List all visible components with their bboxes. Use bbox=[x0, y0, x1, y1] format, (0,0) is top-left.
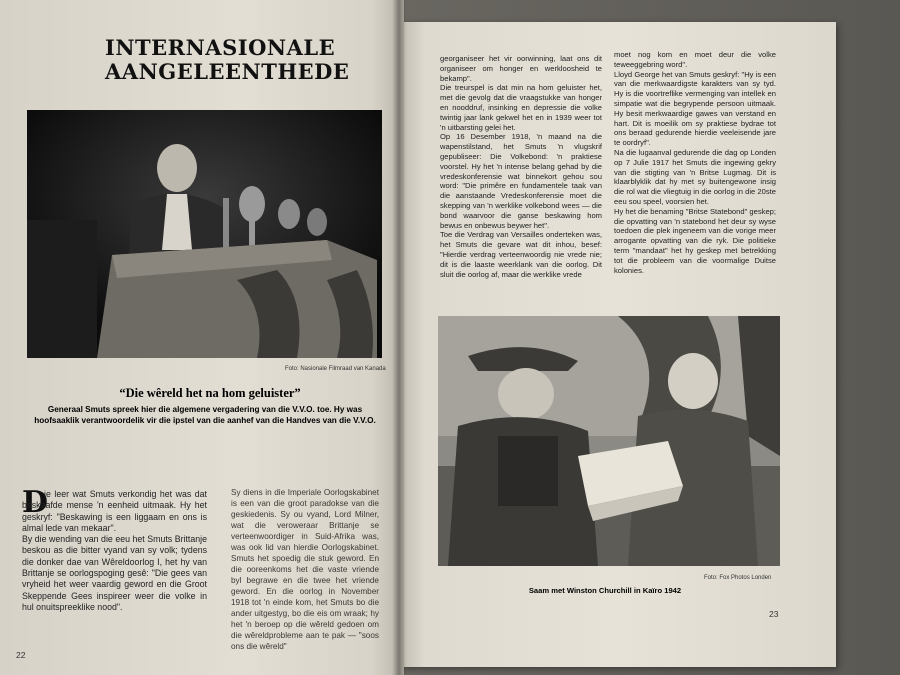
photo-credit-left: Foto: Nasionale Filmraad van Kanada bbox=[285, 366, 386, 372]
photo-caption-right: Saam met Winston Churchill in Kaïro 1942 bbox=[528, 586, 682, 595]
book-gutter bbox=[392, 0, 406, 675]
speech-photo bbox=[27, 110, 382, 358]
churchill-photo bbox=[438, 316, 780, 566]
left-column-2: Sy diens in die Imperiale Oorlogskabinet is een van die groot paradokse van die geskiedenis. Sy ou vyand, Lord Milner, wat die veroweraar Brittanje se verteenwoordiger in Suid-Afrika was, was ook lid van hierdie Oorlogskabinet. Smuts het spoedig die stuk geword. En die ooreenkoms het die vaste vriende byl begrawe en die twee het vriende geword. En die oorlog in November 1918 tot 'n einde kom, het Smuts bo die ander uitgestyg, bo die eis om wraak; hy het 'n beroep op die wêreld gedoen om die wêreldprobleme aan te pak — "soos ons die wêreld" bbox=[231, 488, 379, 651]
page-number-left: 22 bbox=[16, 650, 26, 660]
right-column-1: georganiseer het vir oorwinning, laat ons dit organiseer om honger en werkloosheid te bekamp". Die treurspel is dat min na hom geluister het, met die gevolg dat die vraagstukke van honger en nooddruf, insinking en depressie die volke twintig jaar lank gekwel het en in 1939 weer tot 'n uitbarsting gelei het. Op 16 Desember 1918, 'n maand na die wapenstilstand, het Smuts 'n vlugskrif gepubliseer: Die Volkebond: 'n praktiese voorstel. Hy het 'n intense belang gehad by die vredeskonferensie wat binnekort gehou sou word: "Die primêre en fundamentele taak van die aanstaande Vredeskonferensie moet die skepping van 'n werklike volkebond wees — die bond waarvoor die ganse beskawing hom bewus en onbewus beywer het". Toe die Verdrag van Versailles onderteken was, het Smuts die gevare wat dit inhou, besef: "Hierdie verdrag verteenwoordig nie vrede nie; dit is die laaste weerklank van die oorlog. Dit sluit die oorlog af, maar die werklike vrede bbox=[440, 54, 602, 279]
page-title: INTERNASIONALE AANGELEENTHEDE bbox=[105, 35, 350, 84]
photo-caption-left: Generaal Smuts spreek hier die algemene vergadering van die V.V.O. toe. Hy was hoofsaaklik verantwoordelik vir die ipstel van die aanhef van die Handves van die V.V.O. bbox=[34, 405, 376, 425]
photo-credit-right: Foto: Fox Photos Londen bbox=[704, 575, 772, 581]
page-number-right: 23 bbox=[769, 609, 779, 619]
churchill-photo-icon bbox=[438, 316, 780, 566]
right-column-2: moet nog kom en moet deur die volke teweeggebring word". Lloyd George het van Smuts geskryf: "Hy is een van die merkwaardigste karakters van sy tyd. Hy is die voortreflike vermenging van intellek en simpatie wat die begrypende persoon uitmaak. Hy besit merkwaardige gawes van verstand en hart. Dit is moeilik om sy praktiese bydrae tot ons beraad gedurende hierdie veeleisende jare te oordryf". Na die lugaanval gedurende die dag op Londen op 7 Julie 1917 het Smuts die ingewing gekry van die stigting van 'n Britse Lugmag. Dit is klaarblyklik dat hy met sy buitengewone insig die rol wat die vliegtuig in die oorlog in die 20ste eeu sou speel, voorsien het. Hy het die benaming "Britse Statebond" geskep; die opvatting van 'n statebond het deur sy wyse toedoen die plek ingeneem van die vorige meer arrogante opvatting van die ryk. Die politieke term "mandaat" het hy geskep met betrekking tot die probleem van die voormalige Duitse kolonies. bbox=[614, 50, 777, 275]
pull-quote: “Die wêreld het na hom geluister” bbox=[119, 386, 301, 400]
drop-cap: D bbox=[22, 485, 49, 520]
left-column-1: ie leer wat Smuts verkondig het was dat beskaafde mense 'n eenheid uitmaak. Hy het geskryf: "Beskawing is een liggaam en ons is almal lede van mekaar". By die wending van die eeu het Smuts Brittanje beskou as die bitter vyand van sy volk; tydens die donker dae van Wêreldoorlog I, het hy van Brittanje se oorlogspoging gesê: "Die gees van vryheid het weer vaardig geword en die Groot Skeppende Gees inspireer weer die volke in hul onuitspreeklike nood". bbox=[22, 489, 207, 612]
speech-photo-icon bbox=[27, 110, 382, 358]
